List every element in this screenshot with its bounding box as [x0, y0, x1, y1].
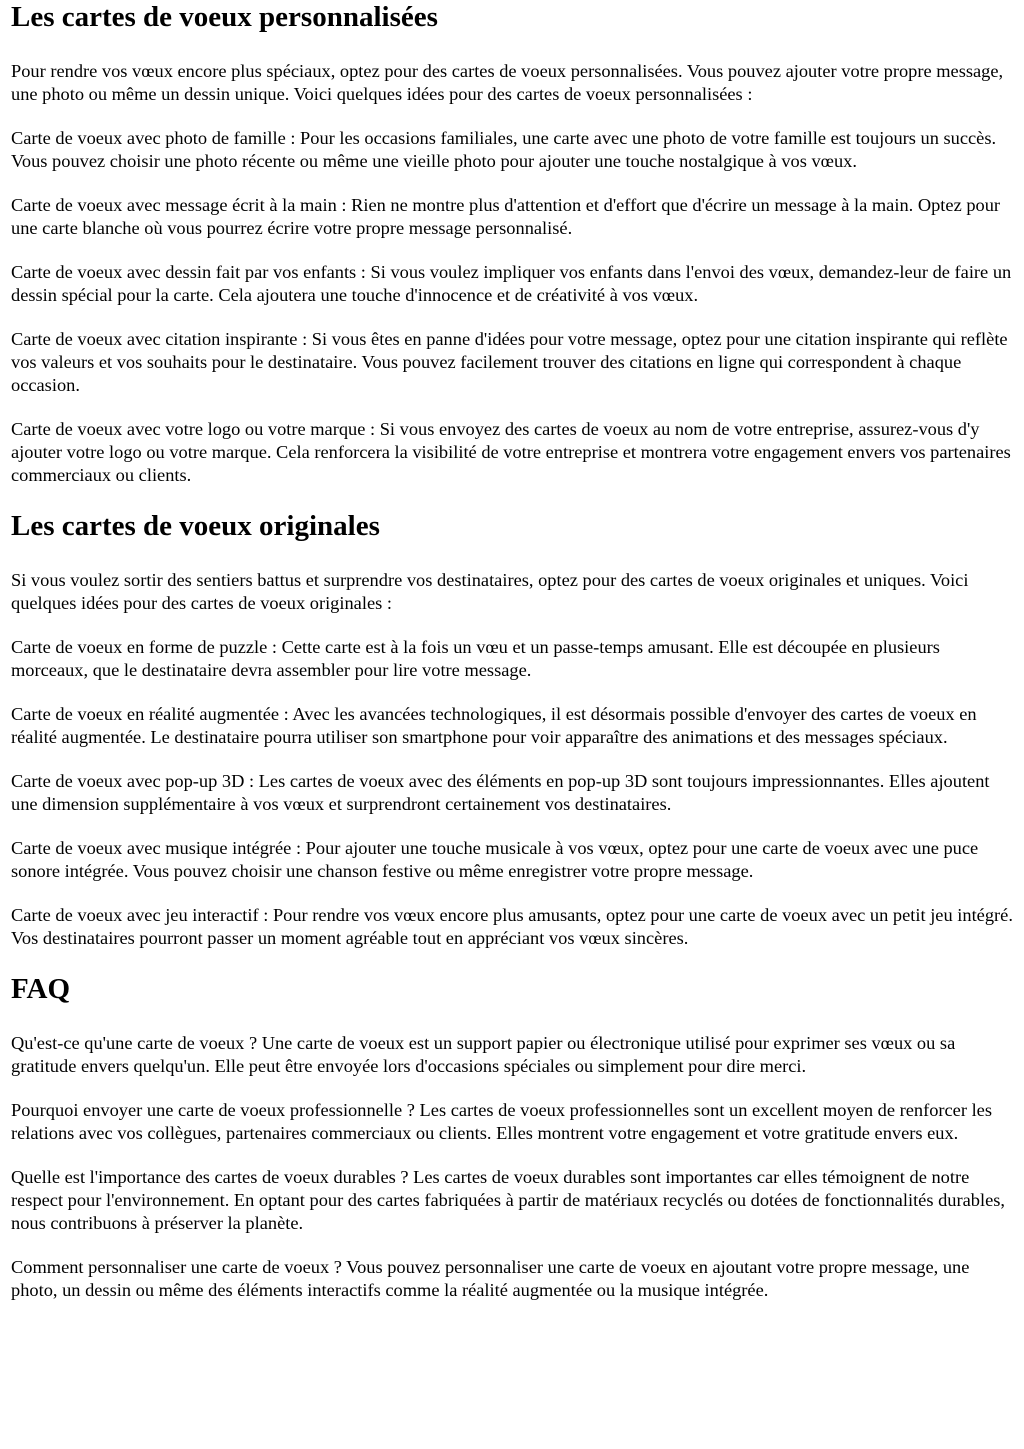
paragraph: Pour rendre vos vœux encore plus spéciaux, optez pour des cartes de voeux personnalisées. Vous pouvez ajouter votre propre message, une photo ou même un dessin unique. Voici quelques idées pour des cartes de voeux personnalisées :	[11, 61, 1004, 104]
paragraph: Carte de voeux avec musique intégrée : Pour ajouter une touche musicale à vos vœux, optez pour une carte de voeux avec une puce sonore intégrée. Vous pouvez choisir une chanson festive ou même enregistrer votre propre message.	[11, 838, 979, 881]
paragraph: Carte de voeux en forme de puzzle : Cette carte est à la fois un vœu et un passe-temps amusant. Elle est découpée en plusieurs morceaux, que le destinataire devra assembler pour lire votre message.	[11, 637, 940, 680]
faq-item: Quelle est l'importance des cartes de voeux durables ? Les cartes de voeux durables sont importantes car elles témoignent de notre respect pour l'environnement. En optant pour des cartes fabriquées à partir de matériaux recyclés ou dotées de fonctionnalités durables, nous contribuons à préserver la planète.	[11, 1167, 1005, 1233]
paragraph: Carte de voeux avec jeu interactif : Pour rendre vos vœux encore plus amusants, optez pour une carte de voeux avec un petit jeu intégré. Vos destinataires pourront passer un moment agréable tout en appréciant vos vœux sincères.	[11, 905, 1013, 948]
faq-item: Qu'est-ce qu'une carte de voeux ? Une carte de voeux est un support papier ou électronique utilisé pour exprimer ses vœux ou sa gratitude envers quelqu'un. Elle peut être envoyée lors d'occasions spéciales ou simplement pour dire merci.	[11, 1033, 956, 1076]
section-heading: Les cartes de voeux personnalisées	[11, 1, 438, 33]
paragraph: Carte de voeux avec dessin fait par vos enfants : Si vous voulez impliquer vos enfants dans l'envoi des vœux, demandez-leur de faire un dessin spécial pour la carte. Cela ajoutera une touche d'innocence et de créativité à vos vœux.	[11, 262, 1012, 305]
section-original-cards	[11, 509, 1013, 950]
section-heading: FAQ	[11, 973, 71, 1005]
paragraph: Carte de voeux avec citation inspirante : Si vous êtes en panne d'idées pour votre message, optez pour une citation inspirante qui reflète vos valeurs et vos souhaits pour le destinataire. Vous pouvez facilement trouver des citations en ligne qui correspondent à chaque occasion.	[11, 329, 1008, 395]
paragraph: Carte de voeux avec votre logo ou votre marque : Si vous envoyez des cartes de voeux au nom de votre entreprise, assurez-vous d'y ajouter votre logo ou votre marque. Cela renforcera la visibilité de votre entreprise et montrera votre engagement envers vos partenaires commerciaux ou clients.	[11, 419, 1011, 485]
paragraph: Carte de voeux avec message écrit à la main : Rien ne montre plus d'attention et d'effort que d'écrire un message à la main. Optez pour une carte blanche où vous pourrez écrire votre propre message personnalisé.	[11, 195, 1001, 238]
paragraph: Carte de voeux avec pop-up 3D : Les cartes de voeux avec des éléments en pop-up 3D sont toujours impressionnantes. Elles ajoutent une dimension supplémentaire à vos vœux et surprendront certainement vos destinataires.	[11, 771, 990, 814]
section-personalized-cards	[11, 0, 1013, 487]
section-heading: Les cartes de voeux originales	[11, 510, 380, 542]
section-faq	[11, 972, 1013, 1302]
paragraph: Carte de voeux avec photo de famille : Pour les occasions familiales, une carte avec une photo de votre famille est toujours un succès. Vous pouvez choisir une photo récente ou même une vieille photo pour ajouter une touche nostalgique à vos vœux.	[11, 128, 997, 171]
paragraph: Carte de voeux en réalité augmentée : Avec les avancées technologiques, il est désormais possible d'envoyer des cartes de voeux en réalité augmentée. Le destinataire pourra utiliser son smartphone pour voir apparaître des animations et des messages spéciaux.	[11, 704, 977, 747]
faq-item: Comment personnaliser une carte de voeux ? Vous pouvez personnaliser une carte de voeux en ajoutant votre propre message, une photo, un dessin ou même des éléments interactifs comme la réalité augmentée ou la musique intégrée.	[11, 1257, 970, 1300]
faq-item: Pourquoi envoyer une carte de voeux professionnelle ? Les cartes de voeux professionnelles sont un excellent moyen de renforcer les relations avec vos collègues, partenaires commerciaux ou clients. Elles montrent votre engagement et votre gratitude envers eux.	[11, 1100, 992, 1143]
paragraph: Si vous voulez sortir des sentiers battus et surprendre vos destinataires, optez pour des cartes de voeux originales et uniques. Voici quelques idées pour des cartes de voeux originales :	[11, 570, 969, 613]
